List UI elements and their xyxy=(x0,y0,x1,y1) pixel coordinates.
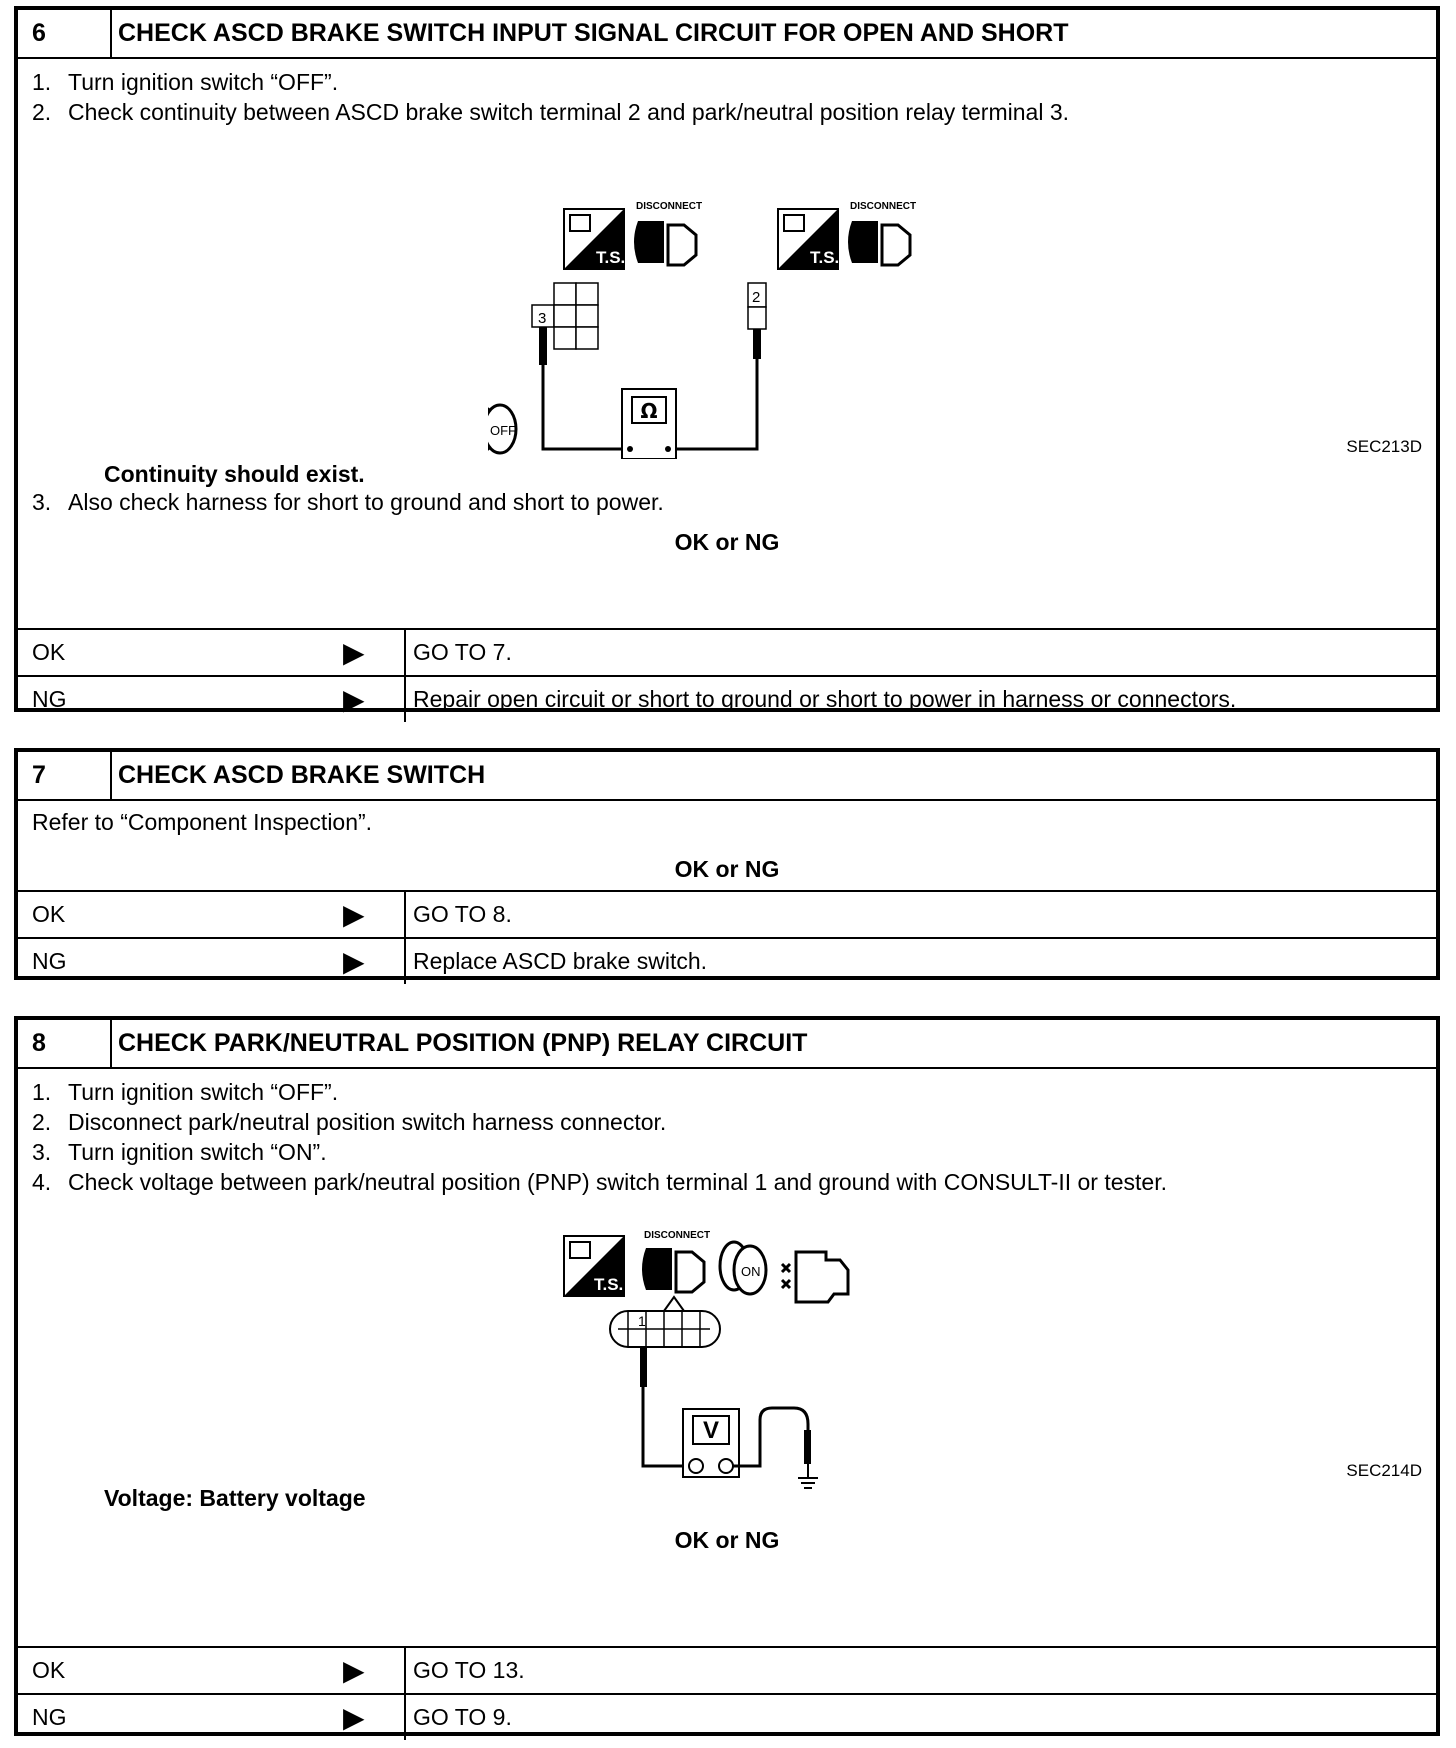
ts-icon xyxy=(778,209,839,269)
result-label: NG xyxy=(32,948,67,974)
ohmmeter xyxy=(622,389,676,459)
svg-text:T.S.: T.S. xyxy=(594,1275,624,1294)
arrow-icon: ▶ xyxy=(343,684,365,715)
spec-text: Voltage: Battery voltage xyxy=(104,1485,366,1511)
arrow-icon: ▶ xyxy=(343,1702,365,1733)
ts-icon xyxy=(564,209,625,269)
continuity-test-diagram xyxy=(488,159,948,459)
step-block-8 xyxy=(14,1016,1440,1736)
instruction-step: 2. Check continuity between ASCD brake switch terminal 2 and park/neutral position relay terminal 3. xyxy=(32,99,1069,125)
svg-text:DISCONNECT: DISCONNECT xyxy=(644,1230,711,1241)
ground-icon xyxy=(798,1478,818,1488)
ok-or-ng-label: OK or NG xyxy=(674,529,780,555)
disconnect-icon xyxy=(634,201,702,265)
result-action: GO TO 13. xyxy=(404,1648,525,1693)
svg-text:ON: ON xyxy=(741,1264,761,1279)
ts-icon xyxy=(564,1236,624,1296)
instruction-text: Refer to “Component Inspection”. xyxy=(32,809,373,835)
ignition-key-icon xyxy=(488,405,516,453)
instruction-step: 1. Turn ignition switch “OFF”. xyxy=(32,69,339,95)
block-header xyxy=(18,1020,1436,1069)
voltage-test-diagram xyxy=(538,1224,918,1524)
svg-text:OFF: OFF xyxy=(490,423,516,438)
step-block-6 xyxy=(14,6,1440,715)
svg-text:Ω: Ω xyxy=(640,399,658,423)
result-row-ok xyxy=(18,890,1436,937)
result-row-ng xyxy=(18,675,1436,722)
block-body xyxy=(18,59,1436,628)
figure-id: SEC214D xyxy=(1346,1461,1422,1480)
instruction-step: 1. Turn ignition switch “OFF”. xyxy=(32,1079,339,1105)
voltmeter xyxy=(683,1409,739,1477)
instruction-step: 2. Disconnect park/neutral position switch harness connector. xyxy=(32,1109,667,1135)
instruction-step: 4. Check voltage between park/neutral position (PNP) switch terminal 1 and ground with CONSULT-II or tester. xyxy=(32,1169,1167,1195)
arrow-icon: ▶ xyxy=(343,1655,365,1686)
spec-text: Continuity should exist. xyxy=(104,461,365,487)
ok-or-ng-label: OK or NG xyxy=(674,856,780,882)
step-number: 6 xyxy=(18,10,112,57)
svg-text:V: V xyxy=(702,1417,720,1444)
terminal-label: 1 xyxy=(638,1313,646,1329)
terminal-label: 3 xyxy=(538,310,547,327)
ok-or-ng-label: OK or NG xyxy=(674,1527,780,1553)
arrow-icon: ▶ xyxy=(343,637,365,668)
result-row-ok xyxy=(18,1646,1436,1693)
step-title: CHECK ASCD BRAKE SWITCH xyxy=(118,761,486,789)
result-action: GO TO 8. xyxy=(404,892,512,937)
result-action: Replace ASCD brake switch. xyxy=(404,939,707,984)
figure-id: SEC213D xyxy=(1346,437,1422,456)
result-action: GO TO 7. xyxy=(404,630,512,675)
step-title: CHECK PARK/NEUTRAL POSITION (PNP) RELAY CIRCUIT xyxy=(118,1029,808,1057)
block-header xyxy=(18,752,1436,801)
arrow-icon: ▶ xyxy=(343,899,365,930)
result-row-ng xyxy=(18,937,1436,984)
block-header xyxy=(18,10,1436,59)
result-action: Repair open circuit or short to ground or short to power in harness or connectors. xyxy=(404,677,1236,722)
disconnect-icon xyxy=(848,201,916,265)
step-number: 8 xyxy=(18,1020,112,1067)
svg-text:DISCONNECT: DISCONNECT xyxy=(636,201,703,212)
svg-text:T.S.: T.S. xyxy=(810,248,840,267)
block-body xyxy=(18,801,1436,890)
result-row-ok xyxy=(18,628,1436,675)
disconnect-icon xyxy=(642,1230,710,1292)
result-label: OK xyxy=(32,639,66,665)
step-title: CHECK ASCD BRAKE SWITCH INPUT SIGNAL CIRCUIT FOR OPEN AND SHORT xyxy=(118,19,1069,47)
instruction-step: 3. Also check harness for short to ground and short to power. xyxy=(32,489,664,515)
step-block-7 xyxy=(14,748,1440,980)
svg-text:DISCONNECT: DISCONNECT xyxy=(850,201,917,212)
ignition-key-icon xyxy=(720,1242,766,1294)
arrow-icon: ▶ xyxy=(343,946,365,977)
result-label: OK xyxy=(32,1657,66,1683)
result-label: NG xyxy=(32,1704,67,1730)
svg-text:T.S.: T.S. xyxy=(596,248,626,267)
result-label: NG xyxy=(32,686,67,712)
instruction-step: 3. Turn ignition switch “ON”. xyxy=(32,1139,327,1165)
pnp-switch-connector xyxy=(610,1297,720,1347)
result-row-ng xyxy=(18,1693,1436,1740)
block-body xyxy=(18,1069,1436,1646)
result-label: OK xyxy=(32,901,66,927)
terminal-label: 2 xyxy=(752,289,761,306)
result-action: GO TO 9. xyxy=(404,1695,512,1740)
engine-icon xyxy=(782,1252,848,1302)
step-number: 7 xyxy=(18,752,112,799)
